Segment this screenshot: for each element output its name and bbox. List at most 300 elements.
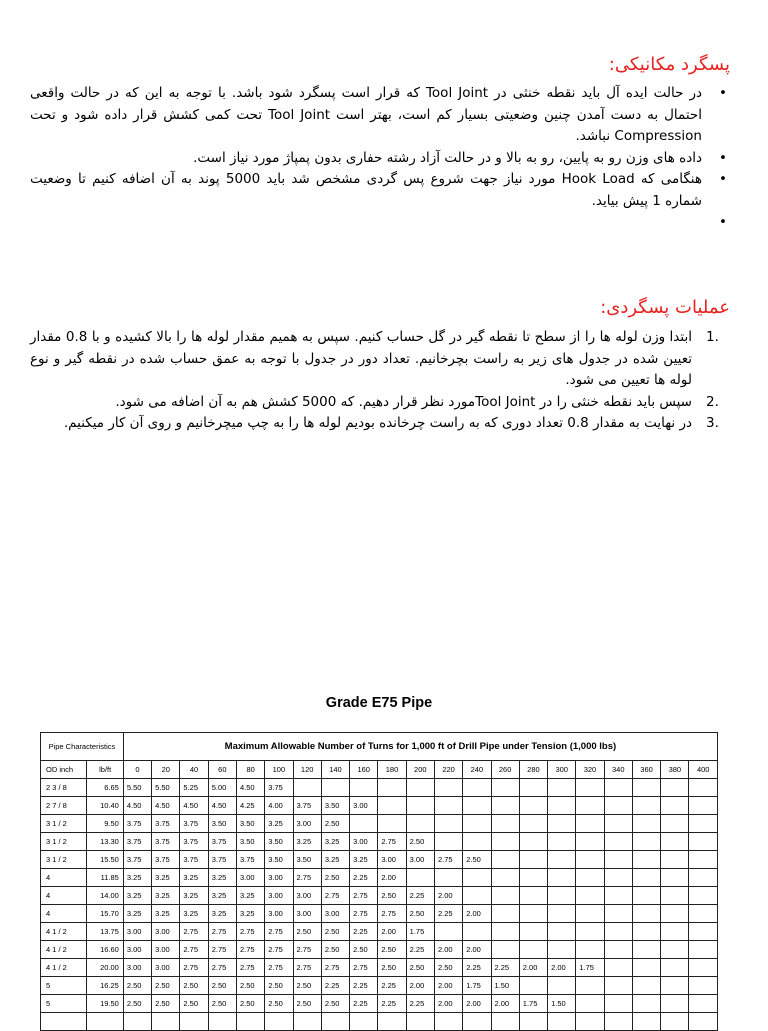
- table-header-row-2: [41, 761, 718, 779]
- turns-cell: 2.50: [406, 959, 434, 977]
- turns-cell: 2.25: [406, 995, 434, 1013]
- turns-cell: [548, 905, 576, 923]
- turns-cell: 2.00: [463, 995, 491, 1013]
- turns-cell: 1.75: [519, 995, 547, 1013]
- pipe-od-cell: 4 1 / 2: [41, 941, 87, 959]
- turns-cell: [604, 851, 632, 869]
- turns-cell: 3.25: [321, 833, 349, 851]
- turns-cell: [632, 923, 660, 941]
- tension-column-header: 200: [406, 761, 434, 779]
- turns-cell: [632, 1013, 660, 1031]
- turns-cell: 2.00: [378, 923, 406, 941]
- turns-cell: [576, 815, 604, 833]
- turns-cell: [406, 1013, 434, 1031]
- turns-cell: [604, 977, 632, 995]
- turns-cell: 2.75: [180, 959, 208, 977]
- turns-cell: [548, 851, 576, 869]
- turns-cell: [576, 851, 604, 869]
- turns-cell: [434, 779, 462, 797]
- turns-cell: 3.25: [152, 869, 180, 887]
- turns-cell: 2.25: [378, 995, 406, 1013]
- turns-cell: 2.25: [434, 905, 462, 923]
- turns-cell: [689, 851, 718, 869]
- tension-column-header: 340: [604, 761, 632, 779]
- table-row: [41, 977, 718, 995]
- turns-cell: 2.75: [293, 869, 321, 887]
- turns-cell: [661, 833, 689, 851]
- turns-cell: [491, 851, 519, 869]
- tension-column-header: 360: [632, 761, 660, 779]
- turns-cell: 2.50: [180, 977, 208, 995]
- turns-cell: 3.00: [236, 869, 264, 887]
- turns-cell: [321, 1013, 349, 1031]
- table-row: [41, 797, 718, 815]
- turns-cell: 3.75: [265, 779, 293, 797]
- turns-cell: 3.00: [123, 941, 151, 959]
- turns-cell: 2.75: [208, 923, 236, 941]
- turns-cell: [491, 1013, 519, 1031]
- turns-cell: [632, 959, 660, 977]
- turns-cell: 2.75: [236, 941, 264, 959]
- turns-cell: [661, 869, 689, 887]
- turns-cell: 2.25: [350, 923, 378, 941]
- section-heading-backoff-operations: عملیات پسگردی:: [600, 297, 730, 318]
- turns-cell: 2.50: [321, 941, 349, 959]
- turns-cell: [491, 869, 519, 887]
- turns-cell: 3.50: [265, 833, 293, 851]
- max-turns-header: Maximum Allowable Number of Turns for 1,000 ft of Drill Pipe under Tension (1,000 lbs): [123, 733, 717, 761]
- turns-cell: [434, 1013, 462, 1031]
- turns-cell: [548, 779, 576, 797]
- turns-cell: 3.50: [321, 797, 349, 815]
- turns-cell: 3.25: [321, 851, 349, 869]
- table-row: [41, 995, 718, 1013]
- tension-column-header: 300: [548, 761, 576, 779]
- turns-cell: [604, 797, 632, 815]
- turns-cell: [463, 833, 491, 851]
- turns-cell: [180, 1013, 208, 1031]
- turns-cell: [123, 1013, 151, 1031]
- turns-cell: 2.25: [350, 869, 378, 887]
- turns-cell: 3.75: [123, 815, 151, 833]
- turns-cell: 3.00: [406, 851, 434, 869]
- pipe-weight-cell: [87, 1013, 123, 1031]
- turns-cell: 2.50: [350, 941, 378, 959]
- turns-cell: [661, 887, 689, 905]
- turns-cell: [604, 923, 632, 941]
- turns-cell: [519, 869, 547, 887]
- turns-cell: 3.25: [123, 887, 151, 905]
- bullet-item: • هنگامی که Hook Load مورد نیاز جهت شروع پس گردی مشخص شد باید 5000 پوند به آن اضافه کنیم تا وضعیت شماره 1 پیش بیاید.: [30, 169, 702, 212]
- turns-cell: [661, 1013, 689, 1031]
- turns-cell: 3.25: [208, 887, 236, 905]
- turns-cell: [548, 923, 576, 941]
- turns-cell: [491, 815, 519, 833]
- turns-cell: [350, 815, 378, 833]
- max-turns-table: [40, 732, 718, 1031]
- turns-cell: 2.50: [293, 923, 321, 941]
- turns-cell: 2.00: [519, 959, 547, 977]
- turns-cell: 2.50: [378, 887, 406, 905]
- turns-cell: [434, 815, 462, 833]
- turns-cell: 2.00: [378, 869, 406, 887]
- turns-cell: [293, 1013, 321, 1031]
- turns-cell: 3.75: [293, 797, 321, 815]
- turns-cell: 5.25: [180, 779, 208, 797]
- turns-cell: [491, 833, 519, 851]
- turns-cell: 3.25: [208, 905, 236, 923]
- turns-cell: 2.25: [491, 959, 519, 977]
- tension-column-header: 160: [350, 761, 378, 779]
- weight-column-header: lb/ft: [87, 761, 123, 779]
- turns-cell: 2.00: [434, 887, 462, 905]
- turns-cell: 2.00: [548, 959, 576, 977]
- turns-cell: 3.50: [293, 851, 321, 869]
- turns-cell: 2.50: [208, 977, 236, 995]
- tension-column-header: 80: [236, 761, 264, 779]
- turns-cell: [632, 797, 660, 815]
- table-row: [41, 869, 718, 887]
- turns-cell: 3.25: [293, 833, 321, 851]
- turns-cell: 3.75: [123, 833, 151, 851]
- turns-cell: 3.75: [208, 833, 236, 851]
- pipe-od-cell: 2 7 / 8: [41, 797, 87, 815]
- turns-cell: 2.75: [378, 905, 406, 923]
- turns-cell: 1.50: [491, 977, 519, 995]
- pipe-weight-cell: 14.00: [87, 887, 123, 905]
- turns-cell: 2.75: [434, 851, 462, 869]
- pipe-od-cell: 5: [41, 977, 87, 995]
- pipe-weight-cell: 10.40: [87, 797, 123, 815]
- turns-cell: [689, 779, 718, 797]
- turns-cell: 2.25: [463, 959, 491, 977]
- mechanical-backoff-section: [30, 54, 730, 233]
- turns-cell: 3.00: [350, 797, 378, 815]
- turns-cell: 2.50: [463, 851, 491, 869]
- turns-cell: [378, 815, 406, 833]
- turns-cell: [463, 923, 491, 941]
- turns-cell: 2.75: [208, 941, 236, 959]
- turns-cell: [548, 1013, 576, 1031]
- bullet-item: • در حالت ایده آل باید نقطه خنثی در Tool Joint که قرار است پسگرد شود باشد. با توجه به این که در حالت واقعی احتمال به دست آمدن چنین وضعیتی بسیار کم است، بهتر است Tool Joint تحت کمی کشش قرار داده شود و تحت Compression نباشد.: [30, 83, 702, 148]
- turns-cell: [548, 797, 576, 815]
- turns-cell: 2.00: [434, 941, 462, 959]
- turns-cell: [576, 905, 604, 923]
- turns-cell: 2.00: [463, 905, 491, 923]
- turns-cell: [293, 779, 321, 797]
- turns-cell: [576, 833, 604, 851]
- turns-cell: 1.75: [406, 923, 434, 941]
- turns-cell: 2.00: [463, 941, 491, 959]
- turns-cell: [519, 851, 547, 869]
- tension-column-header: 140: [321, 761, 349, 779]
- turns-cell: [689, 905, 718, 923]
- turns-cell: 4.50: [208, 797, 236, 815]
- table-row: [41, 923, 718, 941]
- turns-cell: [604, 995, 632, 1013]
- turns-cell: 3.00: [152, 959, 180, 977]
- turns-cell: [661, 797, 689, 815]
- turns-cell: [491, 923, 519, 941]
- turns-cell: [661, 815, 689, 833]
- turns-cell: [661, 923, 689, 941]
- turns-cell: [661, 995, 689, 1013]
- turns-cell: [463, 797, 491, 815]
- backoff-operations-section: [30, 297, 730, 435]
- turns-cell: [689, 977, 718, 995]
- turns-cell: [548, 887, 576, 905]
- turns-cell: 3.25: [152, 905, 180, 923]
- tension-column-header: 60: [208, 761, 236, 779]
- od-column-header: OD inch: [41, 761, 87, 779]
- turns-cell: 2.50: [378, 941, 406, 959]
- step-number: 2.: [706, 393, 719, 410]
- turns-cell: [434, 869, 462, 887]
- pipe-weight-cell: 9.50: [87, 815, 123, 833]
- turns-cell: 1.75: [576, 959, 604, 977]
- turns-cell: 2.75: [236, 959, 264, 977]
- turns-cell: 2.50: [434, 959, 462, 977]
- turns-cell: 2.50: [406, 905, 434, 923]
- turns-cell: [519, 941, 547, 959]
- pipe-characteristics-header: Pipe Characteristics: [41, 733, 124, 761]
- turns-cell: 3.25: [236, 887, 264, 905]
- turns-cell: 3.25: [180, 887, 208, 905]
- turns-cell: [491, 905, 519, 923]
- turns-cell: [576, 977, 604, 995]
- turns-cell: [604, 941, 632, 959]
- turns-cell: 3.75: [152, 833, 180, 851]
- turns-cell: [604, 959, 632, 977]
- turns-cell: [548, 977, 576, 995]
- turns-cell: [689, 887, 718, 905]
- turns-cell: 3.50: [265, 851, 293, 869]
- pipe-weight-cell: 15.70: [87, 905, 123, 923]
- pipe-od-cell: 2 3 / 8: [41, 779, 87, 797]
- turns-cell: [406, 779, 434, 797]
- turns-cell: 2.25: [350, 995, 378, 1013]
- turns-cell: [378, 1013, 406, 1031]
- turns-cell: 2.75: [236, 923, 264, 941]
- turns-cell: 2.50: [208, 995, 236, 1013]
- turns-cell: [632, 869, 660, 887]
- turns-cell: [689, 959, 718, 977]
- turns-cell: [632, 941, 660, 959]
- turns-cell: [661, 905, 689, 923]
- turns-cell: [632, 995, 660, 1013]
- turns-cell: 3.00: [321, 905, 349, 923]
- turns-cell: [434, 833, 462, 851]
- section-heading-mechanical-backoff: پسگرد مکانیکی:: [608, 54, 730, 75]
- turns-cell: 3.50: [236, 833, 264, 851]
- table-row: [41, 959, 718, 977]
- turns-cell: 4.25: [236, 797, 264, 815]
- turns-cell: 2.25: [378, 977, 406, 995]
- turns-cell: [463, 815, 491, 833]
- turns-cell: [632, 905, 660, 923]
- turns-cell: 2.50: [265, 977, 293, 995]
- tension-column-header: 180: [378, 761, 406, 779]
- turns-cell: 2.50: [265, 995, 293, 1013]
- tension-column-header: 380: [661, 761, 689, 779]
- turns-cell: [463, 869, 491, 887]
- turns-cell: 5.50: [123, 779, 151, 797]
- turns-cell: [491, 887, 519, 905]
- turns-cell: 2.75: [350, 887, 378, 905]
- turns-cell: [519, 833, 547, 851]
- turns-cell: 3.75: [152, 815, 180, 833]
- turns-cell: 2.50: [123, 995, 151, 1013]
- turns-cell: 2.25: [321, 977, 349, 995]
- turns-cell: [350, 1013, 378, 1031]
- turns-cell: [661, 851, 689, 869]
- turns-cell: 3.75: [208, 851, 236, 869]
- turns-cell: [491, 779, 519, 797]
- turns-cell: [491, 797, 519, 815]
- turns-cell: [406, 869, 434, 887]
- turns-cell: 4.50: [152, 797, 180, 815]
- pipe-weight-cell: 11.85: [87, 869, 123, 887]
- turns-cell: [661, 977, 689, 995]
- turns-cell: [604, 1013, 632, 1031]
- step-item: [30, 327, 719, 392]
- turns-cell: 3.00: [265, 869, 293, 887]
- turns-cell: 2.75: [180, 941, 208, 959]
- tension-column-header: 240: [463, 761, 491, 779]
- turns-cell: [519, 779, 547, 797]
- turns-cell: [689, 815, 718, 833]
- turns-cell: [208, 1013, 236, 1031]
- turns-cell: 3.00: [293, 815, 321, 833]
- turns-cell: 2.75: [350, 905, 378, 923]
- turns-cell: [632, 887, 660, 905]
- turns-cell: 2.75: [293, 959, 321, 977]
- table-row: [41, 815, 718, 833]
- turns-cell: [491, 941, 519, 959]
- turns-cell: 3.00: [123, 923, 151, 941]
- turns-cell: [689, 833, 718, 851]
- bullet-list: [30, 83, 730, 233]
- table-title: Grade E75 Pipe: [325, 695, 433, 711]
- turns-cell: [632, 815, 660, 833]
- turns-cell: 3.00: [350, 833, 378, 851]
- turns-cell: 2.50: [152, 977, 180, 995]
- pipe-weight-cell: 16.60: [87, 941, 123, 959]
- tension-column-header: 100: [265, 761, 293, 779]
- turns-cell: 2.00: [406, 977, 434, 995]
- turns-cell: [463, 1013, 491, 1031]
- turns-cell: 2.25: [350, 977, 378, 995]
- turns-cell: [576, 995, 604, 1013]
- turns-cell: [604, 869, 632, 887]
- turns-cell: [463, 779, 491, 797]
- turns-cell: [519, 887, 547, 905]
- turns-cell: 3.00: [152, 941, 180, 959]
- turns-cell: [661, 779, 689, 797]
- turns-cell: [152, 1013, 180, 1031]
- turns-cell: 3.75: [180, 815, 208, 833]
- turns-cell: [632, 851, 660, 869]
- step-item: [30, 392, 719, 414]
- turns-cell: 3.25: [350, 851, 378, 869]
- turns-cell: [378, 797, 406, 815]
- turns-cell: [576, 887, 604, 905]
- turns-cell: [519, 905, 547, 923]
- turns-cell: 3.00: [265, 887, 293, 905]
- turns-cell: [321, 779, 349, 797]
- pipe-od-cell: 4: [41, 905, 87, 923]
- turns-cell: [378, 779, 406, 797]
- turns-cell: [519, 923, 547, 941]
- bullet-item-empty: [30, 212, 702, 233]
- turns-cell: 2.50: [406, 833, 434, 851]
- pipe-od-cell: 4 1 / 2: [41, 923, 87, 941]
- turns-cell: 2.50: [321, 869, 349, 887]
- turns-cell: 5.50: [152, 779, 180, 797]
- turns-cell: 2.50: [180, 995, 208, 1013]
- tension-column-header: 20: [152, 761, 180, 779]
- pipe-weight-cell: 16.25: [87, 977, 123, 995]
- turns-cell: 2.75: [265, 923, 293, 941]
- turns-cell: [632, 977, 660, 995]
- turns-cell: 2.50: [321, 923, 349, 941]
- turns-cell: 3.00: [123, 959, 151, 977]
- turns-cell: 2.50: [123, 977, 151, 995]
- turns-cell: [265, 1013, 293, 1031]
- turns-cell: [604, 779, 632, 797]
- turns-cell: [463, 887, 491, 905]
- turns-cell: 3.50: [236, 815, 264, 833]
- turns-cell: [576, 797, 604, 815]
- turns-cell: 2.25: [406, 941, 434, 959]
- turns-cell: [406, 815, 434, 833]
- turns-cell: 4.50: [123, 797, 151, 815]
- turns-cell: 2.75: [293, 941, 321, 959]
- table-header-row-1: [41, 733, 718, 761]
- turns-cell: [576, 923, 604, 941]
- table-row: [41, 887, 718, 905]
- table-row: [41, 851, 718, 869]
- turns-cell: 3.00: [293, 905, 321, 923]
- turns-cell: [661, 959, 689, 977]
- turns-cell: 5.00: [208, 779, 236, 797]
- turns-cell: [604, 887, 632, 905]
- turns-cell: [434, 923, 462, 941]
- turns-cell: 3.75: [236, 851, 264, 869]
- turns-cell: 1.75: [463, 977, 491, 995]
- turns-cell: 3.25: [152, 887, 180, 905]
- pipe-weight-cell: 6.65: [87, 779, 123, 797]
- turns-cell: [576, 869, 604, 887]
- table-row: [41, 833, 718, 851]
- table-row: [41, 941, 718, 959]
- turns-cell: [576, 941, 604, 959]
- pipe-od-cell: 4 1 / 2: [41, 959, 87, 977]
- tension-column-header: 400: [689, 761, 718, 779]
- tension-column-header: 40: [180, 761, 208, 779]
- turns-cell: 2.75: [321, 887, 349, 905]
- turns-cell: 3.25: [265, 815, 293, 833]
- turns-cell: 3.25: [123, 869, 151, 887]
- turns-cell: [576, 779, 604, 797]
- turns-cell: 3.25: [236, 905, 264, 923]
- turns-cell: [519, 797, 547, 815]
- turns-cell: [604, 815, 632, 833]
- turns-cell: 2.00: [434, 977, 462, 995]
- turns-cell: 3.75: [180, 833, 208, 851]
- turns-cell: 2.75: [208, 959, 236, 977]
- step-text: در نهایت به مقدار 0.8 تعداد دوری که به راست چرخانده بودیم لوله ها را به چپ میچرخانیم و روی آن کار میکنیم.: [63, 415, 692, 431]
